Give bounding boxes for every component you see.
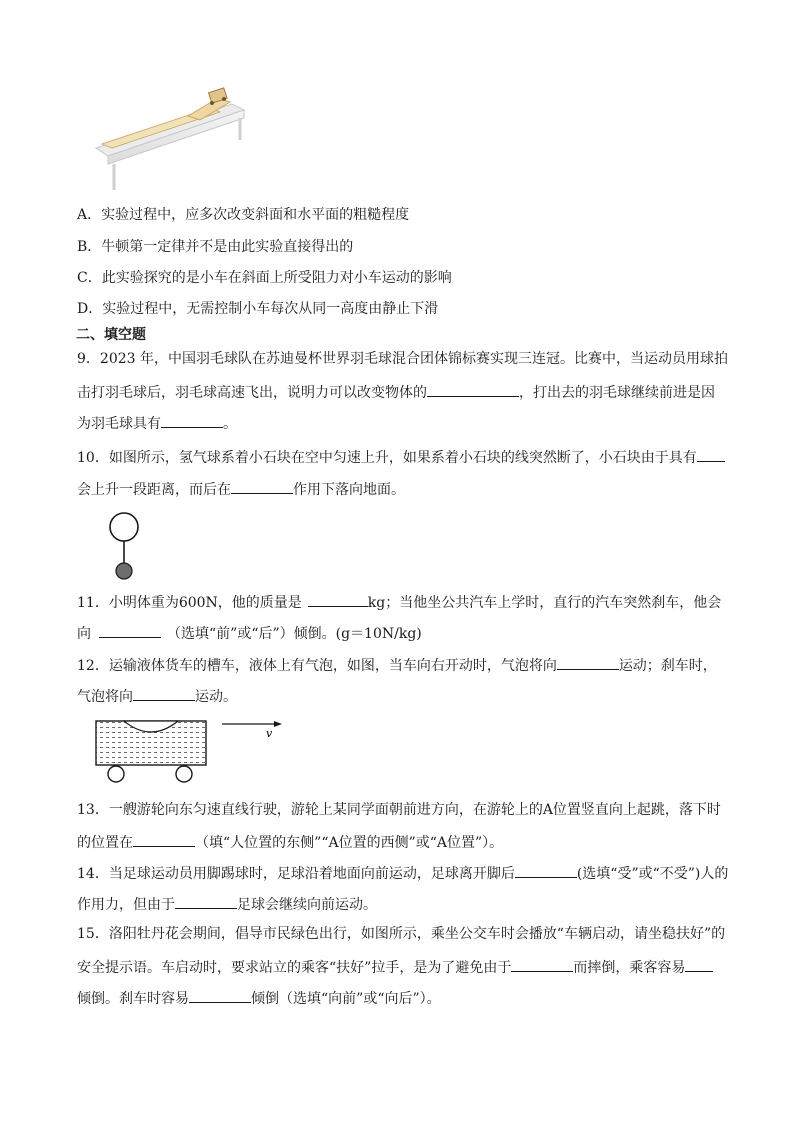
wheel-right: [176, 766, 192, 782]
q10-blank-1[interactable]: [697, 447, 725, 462]
cart-wheel: [210, 101, 214, 105]
q10-text: 10．如图所示，氢气球系着小石块在空中匀速上升，如果系着小石块的线突然断了，小石块由于具有: [77, 450, 697, 466]
q9-blank-2[interactable]: [161, 413, 223, 428]
q14-blank-1[interactable]: [515, 863, 577, 878]
option-c: C．此实验探究的是小车在斜面上所受阻力对小车运动的影响: [77, 270, 452, 286]
q12-line2: [77, 686, 237, 706]
table-top: [96, 104, 244, 156]
q15-text: 安全提示语。车启动时，要求站立的乘客“扶好”拉手，是为了避免由于: [77, 960, 512, 976]
q14-blank-2[interactable]: [175, 894, 237, 909]
arrow-head: [274, 721, 282, 727]
option-a: A．实验过程中，应多次改变斜面和水平面的粗糙程度: [77, 207, 410, 223]
q11-text: kg；当他坐公共汽车上学时，直行的汽车突然刹车，他会: [367, 595, 722, 611]
q14-text: 足球会继续向前运动。: [237, 897, 377, 913]
section-title: 二、填空题: [76, 327, 146, 343]
q14-text: (选填“受”或“不受”)人的: [576, 866, 729, 882]
q15-line3: [77, 988, 441, 1008]
balloon: [110, 513, 138, 541]
option-b: B．牛顿第一定律并不是由此实验直接得出的: [77, 239, 354, 255]
stone: [116, 563, 132, 579]
velocity-label: v: [266, 727, 273, 740]
ramp-experiment-figure: [92, 86, 252, 192]
q10-line1: [77, 447, 725, 467]
q12-text: 气泡将向: [77, 689, 133, 705]
q11-line1: [77, 592, 721, 612]
q10-text: 会上升一段距离，而后在: [77, 482, 231, 498]
balloon-stone-figure: [106, 511, 142, 583]
tank-truck-figure: [94, 715, 294, 785]
q11-text: 11．小明体重为600N，他的质量是: [77, 595, 302, 611]
q12-text: 运动；刹车时，: [618, 658, 717, 674]
q14-line2: [77, 894, 377, 914]
q9-text: ，打出去的羽毛球继续前进是因: [519, 385, 715, 401]
q15-text: 倾倒（选填“向前”或“向后”）。: [251, 991, 441, 1007]
q9-text: 击打羽毛球后，羽毛球高速飞出，说明力可以改变物体的: [77, 385, 427, 401]
q14-line1: [77, 863, 728, 883]
q13-text: （填“人位置的东侧”“A位置的西侧”或“A位置”）。: [195, 835, 504, 851]
option-d: D．实验过程中，无需控制小车每次从同一高度由静止下滑: [77, 301, 439, 317]
q12-text: 运动。: [195, 689, 237, 705]
q15-blank-1[interactable]: [511, 957, 573, 972]
q11-line2: [77, 623, 422, 643]
q9-line2: [77, 382, 715, 402]
q15-blank-3[interactable]: [189, 988, 251, 1003]
cart-wheel: [222, 97, 226, 101]
q14-text: 作用力，但由于: [77, 897, 175, 913]
q14-text: 14．当足球运动员用脚踢球时，足球沿着地面向前运动，足球离开脚后: [77, 866, 515, 882]
q11-text: （选填“前”或“后”）倾倒。(g＝10N/kg): [167, 626, 422, 642]
q11-blank-1[interactable]: [308, 592, 368, 607]
q11-blank-2[interactable]: [99, 623, 161, 638]
q10-line2: [77, 479, 405, 499]
q12-text: 12．运输液体货车的槽车，液体上有气泡，如图，当车向右开动时，气泡将向: [77, 658, 557, 674]
q15-line1: 15．洛阳牡丹花会期间，倡导市民绿色出行，如图所示，乘坐公交车时会播放“车辆启动，请坐稳扶好”的: [77, 926, 726, 942]
q11-text: 向: [77, 626, 91, 642]
q9-text: 为羽毛球具有: [77, 416, 161, 432]
q12-blank-1[interactable]: [557, 655, 619, 670]
q15-text: 倾倒。刹车时容易: [77, 991, 189, 1007]
q13-blank-1[interactable]: [133, 832, 195, 847]
q10-blank-2[interactable]: [231, 479, 293, 494]
q9-line1: 9．2023 年，中国羽毛球队在苏迪曼杯世界羽毛球混合团体锦标赛实现三连冠。比赛中，当运动员用球拍: [77, 351, 728, 367]
q13-text: 的位置在: [77, 835, 133, 851]
q9-blank-1[interactable]: [427, 382, 519, 397]
q12-blank-2[interactable]: [133, 686, 195, 701]
q9-text: 。: [223, 416, 237, 432]
q13-line1: 13．一艘游轮向东匀速直线行驶，游轮上某同学面朝前进方向，在游轮上的A位置竖直向上起跳，落下时: [77, 802, 721, 818]
q15-line2: [77, 957, 713, 977]
q12-line1: [77, 655, 717, 675]
q13-line2: [77, 832, 503, 852]
q15-text: 而摔倒，乘客容易: [573, 960, 686, 976]
wheel-left: [108, 766, 124, 782]
q9-line3: [77, 413, 237, 433]
q15-blank-2[interactable]: [685, 957, 713, 972]
q10-text: 作用下落向地面。: [293, 482, 405, 498]
